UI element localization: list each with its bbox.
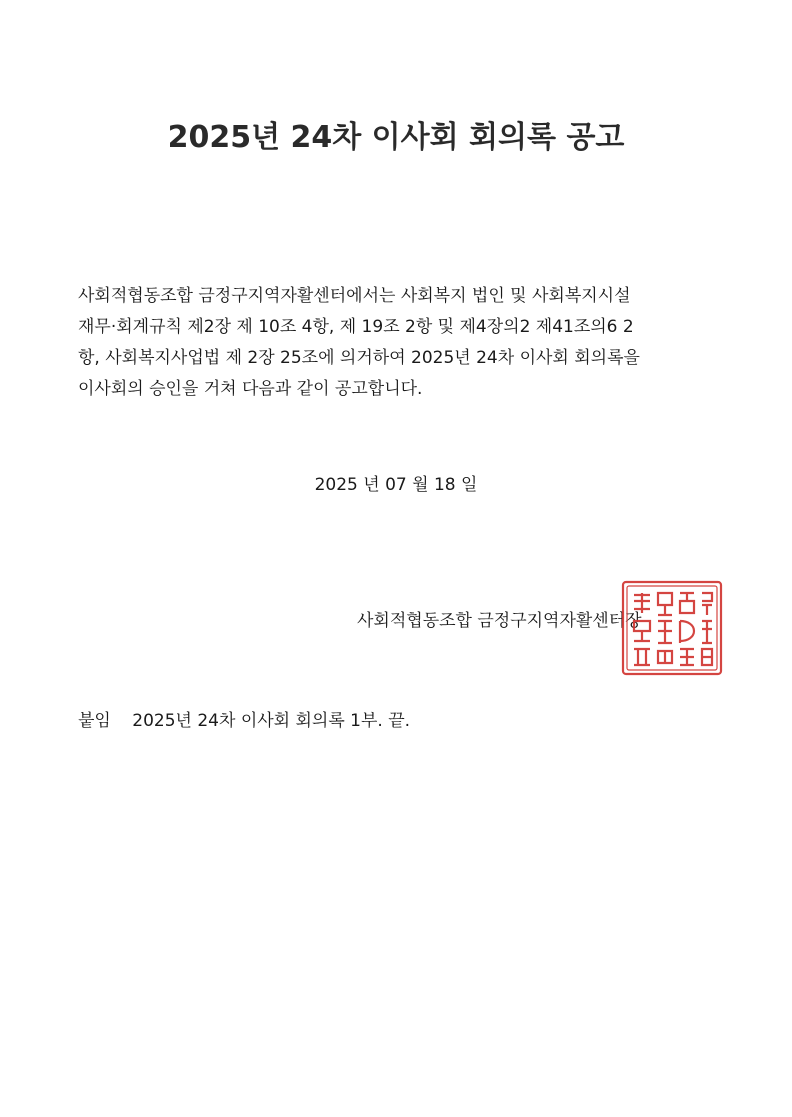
- announcement-date: 2025 년 07 월 18 일: [314, 475, 478, 495]
- official-seal-icon: [620, 579, 724, 677]
- attachment-line: [78, 706, 410, 731]
- body-line-1: 사회적협동조합 금정구지역자활센터에서는 사회복지 법인 및 사회복지시설: [78, 286, 631, 306]
- body-line-3: 항, 사회복지사업법 제 2장 25조에 의거하여 2025년 24차 이사회 회의록을: [78, 348, 640, 368]
- body-line-2: 재무·회계규칙 제2장 제 10조 4항, 제 19조 2항 및 제4장의2 제41조의6 2: [78, 317, 634, 337]
- document-title: 2025년 24차 이사회 회의록 공고: [167, 120, 625, 155]
- attachment-label: 붙임: [78, 711, 111, 731]
- body-line-4: 이사회의 승인을 거쳐 다음과 같이 공고합니다.: [78, 379, 423, 399]
- signer-name: 사회적협동조합 금정구지역자활센터장: [357, 611, 642, 631]
- announcement-body: [78, 281, 728, 405]
- attachment-text: 2025년 24차 이사회 회의록 1부. 끝.: [132, 711, 411, 731]
